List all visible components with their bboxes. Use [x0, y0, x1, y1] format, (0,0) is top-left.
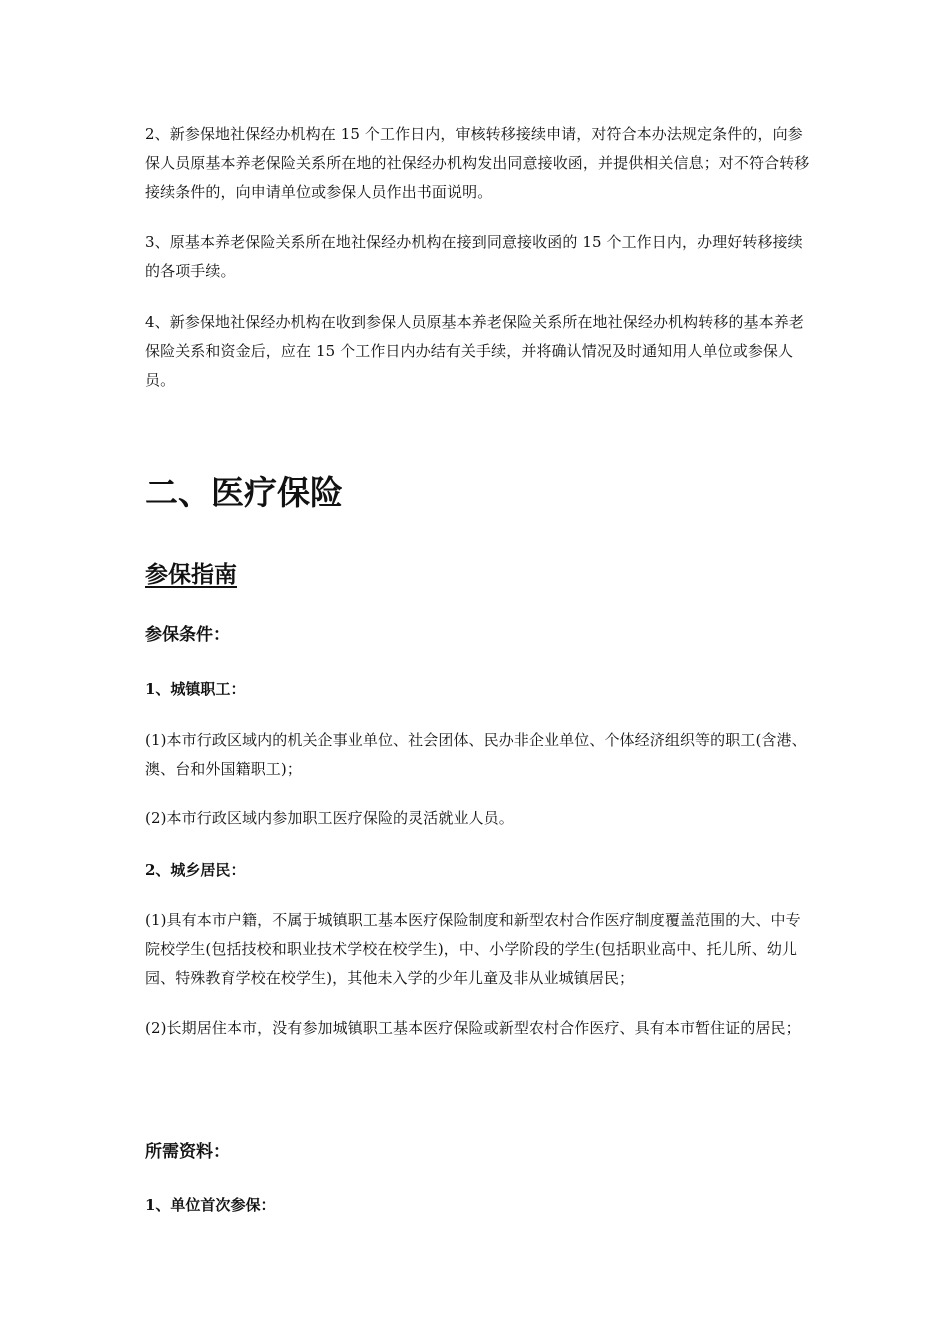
paragraph-transfer-step-2: 2、新参保地社保经办机构在 15 个工作日内，审核转移接续申请，对符合本办法规定条件的，向参保人员原基本养老保险关系所在地的社保经办机构发出同意接收函，并提供相关信息；对不符合转移接续条件的，向申请单位或参保人员作出书面说明。: [145, 125, 810, 201]
paragraph-transfer-step-3: 3、原基本养老保险关系所在地社保经办机构在接到同意接收函的 15 个工作日内，办理好转移接续的各项手续。: [145, 233, 803, 280]
subsection-title: 参保指南: [145, 561, 237, 588]
urban-workers-heading: 1、城镇职工：: [145, 680, 246, 698]
urban-rural-residents-heading: 2、城乡居民：: [145, 861, 246, 879]
paragraph-transfer-step-4: 4、新参保地社保经办机构在收到参保人员原基本养老保险关系所在地社保经办机构转移的基本养老保险关系和资金后，应在 15 个工作日内办结有关手续，并将确认情况及时通知用人单位或参保人员。: [145, 313, 804, 389]
section-title: 二、医疗保险: [145, 473, 343, 512]
urban-workers-item-2: (2)本市行政区域内参加职工医疗保险的灵活就业人员。: [145, 809, 514, 827]
urban-workers-item-1: (1)本市行政区域内的机关企事业单位、社会团体、民办非企业单位、个体经济组织等的职工(含港、澳、台和外国籍职工)；: [145, 731, 807, 778]
conditions-heading: 参保条件：: [145, 625, 230, 645]
urban-rural-residents-item-1: (1)具有本市户籍，不属于城镇职工基本医疗保险制度和新型农村合作医疗制度覆盖范围的大、中专院校学生(包括技校和职业技术学校在校学生)，中、小学阶段的学生(包括职业高中、托儿所、幼儿园、特殊教育学校在校学生)，其他未入学的少年儿童及非从业城镇居民；: [145, 911, 801, 987]
urban-rural-residents-item-2: (2)长期居住本市，没有参加城镇职工基本医疗保险或新型农村合作医疗、具有本市暂住证的居民；: [145, 1019, 801, 1037]
first-enrollment-heading: 1、单位首次参保：: [145, 1196, 276, 1214]
materials-heading: 所需资料：: [145, 1142, 230, 1162]
